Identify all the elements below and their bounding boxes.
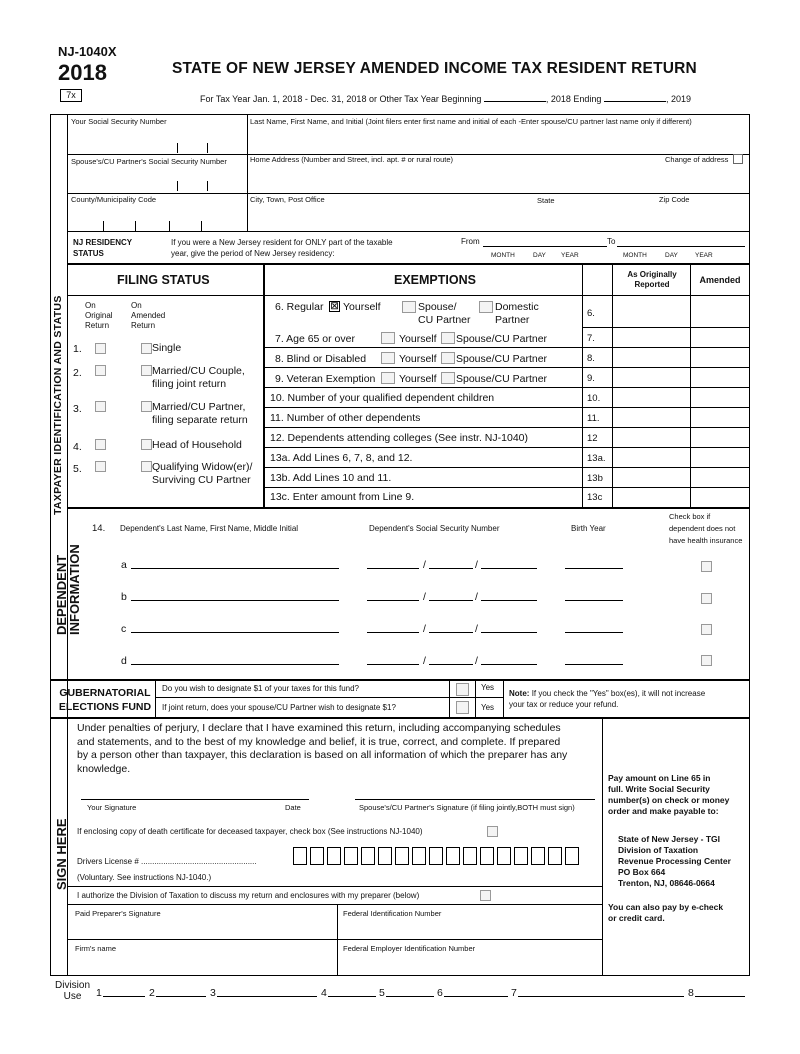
firm-name-label: Firm's name: [75, 944, 117, 953]
status-num-4: 4.: [73, 441, 82, 453]
dependent-birth-header: Birth Year: [571, 524, 606, 533]
line8-spouse-label: Spouse/CU Partner: [456, 353, 548, 365]
spouse-signature-input[interactable]: [355, 799, 595, 800]
division-5-input[interactable]: [386, 996, 434, 997]
line7-spouse-checkbox[interactable]: [441, 332, 455, 344]
gubernatorial-yes-2-checkbox[interactable]: [456, 701, 469, 714]
division-num-8: 8: [688, 987, 694, 999]
amended-return-header: On Amended Return: [131, 301, 166, 330]
your-signature-label: Your Signature: [87, 803, 137, 812]
form-year: 2018: [58, 60, 107, 85]
status-separate-amended-checkbox[interactable]: [141, 401, 152, 412]
line7-label: 7. Age 65 or over: [275, 333, 355, 345]
dependent-b-ssn3-input[interactable]: [481, 600, 537, 601]
line6-amended-input[interactable]: [691, 296, 748, 326]
line13b-label: 13b. Add Lines 10 and 11.: [270, 472, 392, 484]
city-label: City, Town, Post Office: [250, 195, 325, 204]
dependent-d-birth-input[interactable]: [565, 664, 623, 665]
dependent-a-health-checkbox[interactable]: [701, 561, 712, 572]
line11-label: 11. Number of other dependents: [270, 412, 421, 424]
dependent-d-health-checkbox[interactable]: [701, 655, 712, 666]
federal-id-input[interactable]: [343, 917, 597, 937]
gubernatorial-yes-1-checkbox[interactable]: [456, 683, 469, 696]
division-1-input[interactable]: [103, 996, 145, 997]
residency-title: NJ RESIDENCY STATUS: [73, 238, 133, 258]
line13c-label: 13c. Enter amount from Line 9.: [270, 491, 415, 503]
line-num-8: 8.: [587, 353, 595, 364]
dependent-name-header: Dependent's Last Name, First Name, Middle Initial: [120, 524, 299, 533]
dependent-a-ssn3-input[interactable]: [481, 568, 537, 569]
residency-from-input[interactable]: [483, 246, 607, 247]
form-id: NJ-1040X: [58, 44, 117, 59]
spouse-ssn-input[interactable]: [71, 167, 243, 192]
authorize-checkbox[interactable]: [480, 890, 491, 901]
dependent-c-name-input[interactable]: [131, 632, 339, 633]
line8-yourself-checkbox[interactable]: [381, 352, 395, 364]
line9-spouse-label: Spouse/CU Partner: [456, 373, 548, 385]
division-6-input[interactable]: [444, 996, 508, 997]
division-2-input[interactable]: [156, 996, 206, 997]
gubernatorial-title: GUBERNATORIAL ELECTIONS FUND: [58, 687, 152, 713]
line8-yourself-label: Yourself: [399, 353, 437, 365]
division-8-input[interactable]: [695, 996, 745, 997]
line6-original-input[interactable]: [613, 296, 689, 326]
line9-yourself-checkbox[interactable]: [381, 372, 395, 384]
status-widow-amended-checkbox[interactable]: [141, 461, 152, 472]
dependent-c-birth-input[interactable]: [565, 632, 623, 633]
dependent-c-slash-2: /: [475, 623, 478, 635]
line-num-9: 9.: [587, 373, 595, 384]
status-hoh-label: Head of Household: [152, 439, 242, 451]
payment-instructions: Pay amount on Line 65 in full. Write Social Security number(s) on check or money order and make payable to:: [608, 773, 730, 816]
line-num-11: 11.: [587, 413, 600, 424]
line-num-10: 10.: [587, 393, 601, 404]
authorize-label: I authorize the Division of Taxation to discuss my return and enclosures with my preparer (below): [77, 891, 420, 900]
line6-label: 6. Regular: [275, 301, 324, 313]
dependent-b-slash-2: /: [475, 591, 478, 603]
firm-name-input[interactable]: [75, 953, 333, 973]
perjury-statement: Under penalties of perjury, I declare that I have examined this return, including accompanying schedules and statements, and to the best of my knowledge and belief, it is true, correct, and complete. If prepared by a person other than taxpayer, this declaration is based on all information of which the preparer has any knowledge.: [77, 722, 568, 775]
line9-yourself-label: Yourself: [399, 373, 437, 385]
line-num-6: 6.: [587, 308, 595, 319]
division-num-1: 1: [96, 987, 102, 999]
status-num-2: 2.: [73, 367, 82, 379]
line6-domestic-checkbox[interactable]: [479, 301, 493, 313]
gubernatorial-q1: Do you wish to designate $1 of your taxes for this fund?: [162, 684, 360, 693]
zip-input[interactable]: [659, 205, 747, 230]
side-label-sign: SIGN HERE: [54, 818, 69, 890]
tax-year-prefix: For Tax Year Jan. 1, 2018 - Dec. 31, 2018 or Other Tax Year Beginning: [200, 94, 482, 104]
residency-text: If you were a New Jersey resident for ONLY part of the taxable year, give the period of New Jersey residency:: [171, 238, 393, 258]
federal-employer-id-input[interactable]: [343, 953, 597, 973]
line6-yourself-label: Yourself: [343, 301, 381, 313]
preparer-signature-label: Paid Preparer's Signature: [75, 909, 161, 918]
gubernatorial-note: Note: If you check the "Yes" box(es), it will not increase your tax or reduce your refund.: [509, 689, 706, 709]
dependent-a-birth-input[interactable]: [565, 568, 623, 569]
division-num-2: 2: [149, 987, 155, 999]
dependent-c-health-checkbox[interactable]: [701, 624, 712, 635]
to-year-label: YEAR: [695, 252, 713, 259]
exemptions-title: EXEMPTIONS: [394, 273, 476, 287]
status-separate-label: Married/CU Partner, filing separate return: [152, 401, 248, 426]
dependent-row-b-label: b: [121, 591, 127, 603]
dependent-health-header: Check box if dependent does not have health insurance: [669, 512, 743, 545]
side-label-dependent: DEPENDENT INFORMATION: [54, 544, 82, 635]
dependent-row-a-label: a: [121, 559, 127, 571]
dependent-a-slash-2: /: [475, 559, 478, 571]
division-7-input[interactable]: [518, 996, 684, 997]
line12-label: 12. Dependents attending colleges (See instr. NJ-1040): [270, 432, 528, 444]
dependent-c-ssn3-input[interactable]: [481, 632, 537, 633]
line7-yourself-label: Yourself: [399, 333, 437, 345]
death-cert-checkbox[interactable]: [487, 826, 498, 837]
dependent-a-ssn1-input[interactable]: [367, 568, 419, 569]
division-use-label: Division Use: [55, 980, 91, 1002]
federal-id-label: Federal Identification Number: [343, 909, 442, 918]
from-month-label: MONTH: [491, 252, 515, 259]
line6-spouse-checkbox[interactable]: [402, 301, 416, 313]
name-label: Last Name, First Name, and Initial (Joint filers enter first name and initial of each -Enter spouse/CU partner last name only if different): [250, 117, 692, 126]
line-num-13c: 13c: [587, 492, 603, 503]
status-num-3: 3.: [73, 403, 82, 415]
gubernatorial-yes-2-label: Yes: [481, 703, 495, 712]
as-originally-header: As Originally Reported: [627, 270, 677, 289]
tax-year-end: , 2019: [665, 94, 691, 104]
tax-year-line: [200, 92, 691, 104]
zip-label: Zip Code: [659, 195, 690, 204]
county-input[interactable]: [71, 205, 243, 230]
amended-header: Amended: [699, 275, 741, 285]
division-num-6: 6: [437, 987, 443, 999]
payment-address: State of New Jersey - TGI Division of Taxation Revenue Processing Center PO Box 664 Trenton, NJ, 08646-0664: [618, 834, 731, 888]
change-address-label: Change of address: [665, 155, 729, 164]
tax-year-mid: , 2018 Ending: [545, 94, 602, 104]
to-month-label: MONTH: [623, 252, 647, 259]
line6-spouse-label: Spouse/ CU Partner: [418, 301, 471, 326]
status-single-label: Single: [152, 342, 182, 354]
dependent-c-ssn2-input[interactable]: [429, 632, 473, 633]
residency-to-label: To: [607, 237, 616, 246]
dependent-b-birth-input[interactable]: [565, 600, 623, 601]
dependent-c-ssn1-input[interactable]: [367, 632, 419, 633]
line8-spouse-checkbox[interactable]: [441, 352, 455, 364]
dependent-b-ssn1-input[interactable]: [367, 600, 419, 601]
date-label: Date: [285, 803, 301, 812]
status-num-1: 1.: [73, 343, 82, 355]
death-cert-label: If enclosing copy of death certificate for deceased taxpayer, check box (See instructions NJ-1040): [77, 827, 423, 836]
dependent-d-slash-1: /: [423, 655, 426, 667]
division-num-5: 5: [379, 987, 385, 999]
line-num-13a: 13a.: [587, 453, 606, 464]
dependent-a-ssn2-input[interactable]: [429, 568, 473, 569]
status-single-original-checkbox[interactable]: [95, 343, 106, 354]
dependent-d-ssn3-input[interactable]: [481, 664, 537, 665]
status-joint-label: Married/CU Couple, filing joint return: [152, 365, 245, 390]
status-joint-amended-checkbox[interactable]: [141, 365, 152, 376]
address-input[interactable]: [250, 165, 746, 192]
status-widow-original-checkbox[interactable]: [95, 461, 106, 472]
your-signature-input[interactable]: [81, 799, 309, 800]
county-label: County/Municipality Code: [71, 195, 157, 204]
dependent-d-ssn1-input[interactable]: [367, 664, 419, 665]
status-widow-label: Qualifying Widow(er)/ Surviving CU Partner: [152, 461, 253, 486]
change-address-checkbox[interactable]: [733, 154, 743, 164]
address-label: Home Address (Number and Street, incl. apt. # or rural route): [250, 155, 454, 164]
dependent-c-slash-1: /: [423, 623, 426, 635]
tax-year-end-input[interactable]: [604, 92, 666, 102]
dependent-b-name-input[interactable]: [131, 600, 339, 601]
dependent-line-num: 14.: [92, 523, 106, 534]
spouse-signature-label: Spouse's/CU Partner's Signature (if filing jointly,BOTH must sign): [359, 803, 575, 812]
gubernatorial-yes-1-label: Yes: [481, 683, 495, 692]
status-hoh-original-checkbox[interactable]: [95, 439, 106, 450]
from-year-label: YEAR: [561, 252, 579, 259]
line8-label: 8. Blind or Disabled: [275, 353, 367, 365]
drivers-license-input[interactable]: [293, 847, 593, 865]
dependent-a-name-input[interactable]: [131, 568, 339, 569]
line-num-13b: 13b: [587, 473, 603, 484]
dependent-a-slash-1: /: [423, 559, 426, 571]
spouse-ssn-label: Spouse's/CU Partner's Social Security Number: [71, 157, 227, 166]
division-num-7: 7: [511, 987, 517, 999]
line9-label: 9. Veteran Exemption: [275, 373, 376, 385]
filing-status-title: FILING STATUS: [117, 273, 210, 287]
line10-label: 10. Number of your qualified dependent children: [270, 392, 495, 404]
ssn-label: Your Social Security Number: [71, 117, 167, 126]
dependent-ssn-header: Dependent's Social Security Number: [369, 524, 500, 533]
ssn-input[interactable]: [71, 127, 243, 153]
dependent-d-ssn2-input[interactable]: [429, 664, 473, 665]
dependent-b-ssn2-input[interactable]: [429, 600, 473, 601]
status-joint-original-checkbox[interactable]: [95, 365, 106, 376]
state-label: State: [537, 196, 555, 205]
division-3-input[interactable]: [217, 996, 317, 997]
residency-from-label: From: [461, 237, 480, 246]
dependent-b-slash-1: /: [423, 591, 426, 603]
line7-yourself-checkbox[interactable]: [381, 332, 395, 344]
dependent-b-health-checkbox[interactable]: [701, 593, 712, 604]
dependent-row-d-label: d: [121, 655, 127, 667]
line13a-label: 13a. Add Lines 6, 7, 8, and 12.: [270, 452, 413, 464]
form-code: 7x: [60, 89, 82, 102]
to-day-label: DAY: [665, 252, 678, 259]
status-num-5: 5.: [73, 463, 82, 475]
from-day-label: DAY: [533, 252, 546, 259]
status-single-amended-checkbox[interactable]: [141, 343, 152, 354]
line-num-7: 7.: [587, 333, 595, 344]
state-input[interactable]: [537, 205, 637, 230]
dependent-d-slash-2: /: [475, 655, 478, 667]
tax-year-begin-input[interactable]: [484, 92, 546, 102]
federal-employer-id-label: Federal Employer Identification Number: [343, 944, 476, 953]
gubernatorial-q2: If joint return, does your spouse/CU Partner wish to designate $1?: [162, 703, 396, 712]
form-frame: [50, 114, 750, 976]
dependent-row-c-label: c: [121, 623, 127, 635]
status-separate-original-checkbox[interactable]: [95, 401, 106, 412]
city-input[interactable]: [250, 205, 530, 230]
dependent-d-name-input[interactable]: [131, 664, 339, 665]
page-title: STATE OF NEW JERSEY AMENDED INCOME TAX RESIDENT RETURN: [172, 60, 697, 77]
line-num-12: 12: [587, 433, 598, 444]
line7-spouse-label: Spouse/CU Partner: [456, 333, 548, 345]
preparer-signature-input[interactable]: [75, 917, 333, 937]
line6-domestic-label: Domestic Partner: [495, 301, 539, 326]
division-num-4: 4: [321, 987, 327, 999]
voluntary-note: (Voluntary. See instructions NJ-1040.): [77, 873, 212, 882]
line6-yourself-checkbox[interactable]: ☒: [330, 301, 339, 311]
line9-spouse-checkbox[interactable]: [441, 372, 455, 384]
status-hoh-amended-checkbox[interactable]: [141, 439, 152, 450]
side-label-taxpayer: TAXPAYER IDENTIFICATION AND STATUS: [52, 295, 64, 515]
division-num-3: 3: [210, 987, 216, 999]
residency-to-input[interactable]: [617, 246, 745, 247]
payment-echeck: You can also pay by e-check or credit card.: [608, 902, 724, 923]
original-return-header: On Original Return: [85, 301, 113, 330]
division-4-input[interactable]: [328, 996, 376, 997]
name-input[interactable]: [250, 127, 746, 153]
drivers-license-label: Drivers License # ....................................................: [77, 857, 257, 866]
